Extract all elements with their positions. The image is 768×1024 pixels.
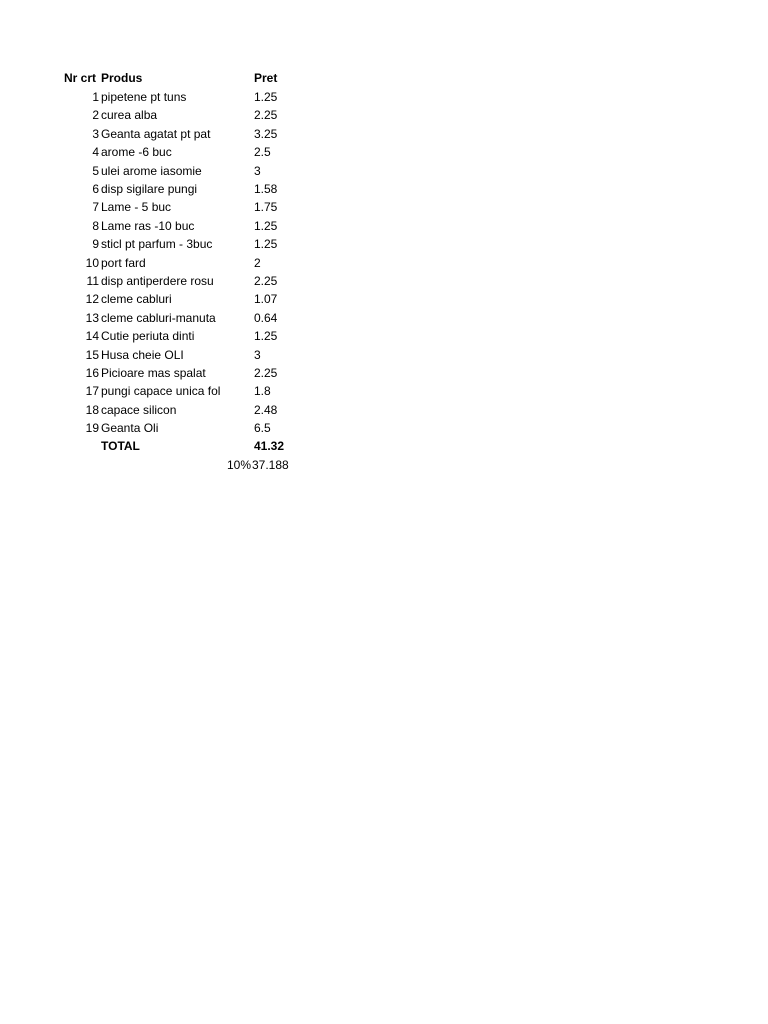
table-row — [0, 143, 768, 161]
row-nr: 2 — [92, 108, 99, 123]
table-row — [0, 290, 768, 308]
row-nr: 3 — [92, 126, 99, 141]
table-row — [0, 125, 768, 143]
row-produs: Geanta Oli — [101, 421, 159, 436]
row-nr: 14 — [85, 329, 99, 344]
table-row — [0, 364, 768, 382]
row-produs: capace silicon — [101, 402, 177, 417]
row-nr: 5 — [92, 163, 99, 178]
table-row — [0, 235, 768, 253]
row-pret: 0.64 — [254, 310, 278, 325]
row-produs: cleme cabluri — [101, 292, 172, 307]
row-pret: 3.25 — [254, 126, 278, 141]
total-row — [0, 437, 768, 455]
table-row — [0, 217, 768, 235]
row-produs: Lame ras -10 buc — [101, 218, 195, 233]
row-nr: 1 — [92, 90, 99, 104]
row-produs: Geanta agatat pt pat — [101, 126, 211, 141]
discount-percent: 10% — [226, 458, 251, 472]
row-nr: 8 — [92, 218, 99, 233]
row-pret: 2 — [254, 255, 261, 270]
total-label: TOTAL — [101, 439, 140, 453]
table-row — [0, 401, 768, 419]
row-nr: 16 — [85, 366, 99, 380]
row-pret: 1.8 — [254, 384, 271, 399]
row-produs: pipetene pt tuns — [101, 90, 187, 104]
table-row — [0, 309, 768, 327]
row-pret: 1.25 — [254, 90, 278, 104]
row-pret: 1.25 — [254, 237, 278, 252]
row-pret: 1.25 — [254, 329, 278, 344]
row-produs: Lame - 5 buc — [101, 200, 172, 215]
table-row — [0, 180, 768, 198]
row-produs: Picioare mas spalat — [101, 366, 206, 380]
table-row — [0, 419, 768, 437]
row-produs: pungi capace unica fol — [101, 384, 221, 399]
row-pret: 1.25 — [254, 218, 278, 233]
table-row — [0, 346, 768, 364]
row-nr: 4 — [92, 145, 99, 160]
row-produs: sticl pt parfum - 3buc — [101, 237, 213, 252]
header-produs: Produs — [101, 71, 143, 85]
row-produs: cleme cabluri-manuta — [101, 310, 216, 325]
table-row — [0, 198, 768, 216]
row-produs: Cutie periuta dinti — [101, 329, 195, 344]
table-row — [0, 88, 768, 106]
row-produs: port fard — [101, 255, 146, 270]
row-pret: 6.5 — [254, 421, 271, 436]
table-row — [0, 254, 768, 272]
row-produs: curea alba — [101, 108, 158, 123]
row-pret: 3 — [254, 163, 261, 178]
row-pret: 1.58 — [254, 182, 278, 196]
table-row — [0, 162, 768, 180]
row-nr: 19 — [85, 421, 99, 436]
row-nr: 12 — [85, 292, 99, 307]
header-row — [0, 69, 768, 87]
discount-row — [0, 456, 768, 474]
row-pret: 1.07 — [254, 292, 278, 307]
discount-value: 37.188 — [252, 458, 289, 472]
row-produs: disp sigilare pungi — [101, 182, 198, 196]
table-row — [0, 327, 768, 345]
row-nr: 11 — [86, 274, 99, 288]
row-produs: arome -6 buc — [101, 145, 172, 160]
row-produs: disp antiperdere rosu — [101, 274, 214, 288]
row-produs: ulei arome iasomie — [101, 163, 202, 178]
row-pret: 2.25 — [254, 274, 278, 288]
total-value: 41.32 — [254, 439, 285, 453]
row-nr: 9 — [92, 237, 99, 252]
row-pret: 2.48 — [254, 402, 278, 417]
row-pret: 2.25 — [254, 108, 278, 123]
row-nr: 15 — [85, 347, 99, 362]
table-row — [0, 272, 768, 290]
row-nr: 17 — [85, 384, 99, 399]
row-nr: 10 — [85, 255, 99, 270]
table-row — [0, 106, 768, 124]
row-nr: 18 — [85, 402, 99, 417]
table-row — [0, 382, 768, 400]
row-nr: 7 — [92, 200, 99, 215]
row-produs: Husa cheie OLI — [101, 347, 184, 362]
row-pret: 1.75 — [254, 200, 278, 215]
row-nr: 13 — [85, 310, 99, 325]
row-pret: 2.5 — [254, 145, 271, 160]
row-pret: 2.25 — [254, 366, 278, 380]
header-nr-crt: Nr crt — [64, 71, 97, 85]
header-pret: Pret — [254, 71, 278, 85]
row-pret: 3 — [254, 347, 261, 362]
row-nr: 6 — [92, 182, 99, 196]
